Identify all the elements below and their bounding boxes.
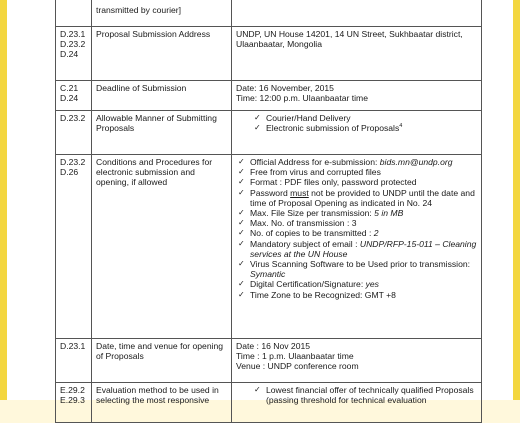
check-icon: ✓: [238, 208, 245, 218]
item-text: Max. No. of transmission : 3: [250, 218, 357, 229]
code-line: D.26: [60, 167, 79, 178]
checklist-text: Electronic submission of Proposals: [266, 123, 400, 134]
code-line: D.23.2: [60, 113, 86, 123]
table-row: [56, 81, 482, 111]
content-line: Time : 1 p.m. Ulaanbaatar time: [236, 351, 354, 362]
check-icon: ✓: [238, 238, 245, 248]
row-label: Proposal Submission Address: [92, 27, 232, 81]
check-icon: ✓: [238, 167, 245, 177]
code-line: E.29.2: [60, 385, 85, 395]
check-icon: ✓: [238, 228, 245, 238]
checklist-item: [236, 167, 477, 177]
check-icon: ✓: [254, 385, 261, 394]
item-text: Digital Certification/Signature:: [250, 279, 366, 290]
check-icon: ✓: [238, 259, 245, 269]
checklist-item: [252, 113, 477, 123]
checklist-item: [252, 123, 477, 133]
checklist-item: [236, 218, 477, 228]
code-line: E.29.3: [60, 395, 85, 406]
table-row: [56, 111, 482, 155]
checklist-text: Lowest financial offer of technically qualified Proposals (passing threshold for technical evaluation: [266, 385, 474, 406]
row-code: [56, 339, 92, 383]
data-sheet-table: [55, 0, 482, 423]
checklist-item: [236, 188, 477, 208]
row-content: [232, 383, 482, 423]
row-content: [232, 155, 482, 339]
document-body: [55, 0, 481, 423]
item-text: No. of copies to be transmitted :: [250, 228, 374, 239]
row-code: [56, 0, 92, 27]
row-label: Evaluation method to be used in selecting the most responsive: [92, 383, 232, 423]
checklist-text: Courier/Hand Delivery: [266, 113, 351, 123]
checklist-item: [236, 208, 477, 218]
table-row: [56, 155, 482, 339]
item-text: Max. File Size per transmission:: [250, 208, 375, 219]
row-label: Date, time and venue for opening of Proposals: [92, 339, 232, 383]
item-text: Virus Scanning Software to be Used prior to transmission:: [250, 259, 471, 270]
row-label: Deadline of Submission: [92, 81, 232, 111]
check-icon: ✓: [238, 218, 245, 228]
row-content: [232, 81, 482, 111]
item-emphasis: 2: [373, 228, 379, 239]
content-line: Time: 12:00 p.m. Ulaanbaatar time: [236, 93, 368, 104]
footnote-marker: 4: [399, 123, 403, 130]
code-line: D.24: [60, 49, 79, 60]
item-emphasis: yes: [365, 279, 379, 290]
item-text: Time Zone to be Recognized: GMT +8: [250, 289, 396, 300]
item-text: Format : PDF files only, password protected: [250, 177, 417, 188]
item-text: Official Address for e-submission:: [250, 157, 380, 167]
row-code: [56, 27, 92, 81]
row-label: transmitted by courier]: [92, 0, 232, 27]
checklist-item: [236, 228, 477, 238]
code-line: D.23.2: [60, 39, 86, 50]
checklist-item: [236, 279, 477, 289]
row-code: [56, 81, 92, 111]
content-line: Date : 16 Nov 2015: [236, 341, 311, 351]
checklist-item: [236, 290, 477, 300]
item-text: Password: [250, 187, 291, 198]
row-code: [56, 383, 92, 423]
item-text: Mandatory subject of email :: [250, 238, 360, 249]
row-content: [232, 339, 482, 383]
checklist-item: [252, 385, 477, 405]
check-icon: ✓: [238, 187, 245, 197]
checklist: [236, 157, 477, 300]
table-row: [56, 27, 482, 81]
checklist-item: [236, 157, 477, 167]
row-content: [232, 27, 482, 81]
row-code: [56, 111, 92, 155]
code-line: D.23.2: [60, 157, 86, 167]
check-icon: ✓: [254, 113, 261, 122]
table-row: [56, 339, 482, 383]
item-emphasis: UNDP/RFP-15-011 – Cleaning services at the UN House: [250, 238, 477, 259]
code-line: D.23.1: [60, 29, 86, 39]
checklist-item: [236, 259, 477, 279]
check-icon: ✓: [238, 279, 245, 289]
table-row: [56, 0, 482, 27]
code-line: C.21: [60, 83, 79, 93]
item-text: not be provided to UNDP until the date and time of Proposal Opening as indicated in No. 24: [250, 187, 475, 208]
row-content: [232, 111, 482, 155]
row-code: [56, 155, 92, 339]
content-line: UNDP, UN House 14201, 14 UN Street, Sukhbaatar district, Ulaanbaatar, Mongolia: [236, 29, 463, 50]
checklist-item: [236, 177, 477, 187]
content-line: Date: 16 November, 2015: [236, 83, 334, 93]
item-emphasis: bids.mn@undp.org: [379, 157, 453, 167]
checklist: [236, 113, 477, 133]
item-emphasis: Symantic: [250, 269, 286, 280]
content-line: Venue : UNDP conference room: [236, 361, 359, 372]
check-icon: ✓: [238, 177, 245, 187]
table-row: [56, 383, 482, 423]
checklist-item: [236, 239, 477, 259]
item-emphasis: 5 in MB: [374, 208, 404, 219]
code-line: D.23.1: [60, 341, 86, 351]
checklist: [236, 385, 477, 405]
item-text: Free from virus and corrupted files: [250, 167, 381, 178]
row-label: Conditions and Procedures for electronic submission and opening, if allowed: [92, 155, 232, 339]
check-icon: ✓: [254, 123, 261, 133]
item-underline: must: [290, 187, 309, 198]
row-content: [232, 0, 482, 27]
check-icon: ✓: [238, 289, 245, 299]
code-line: D.24: [60, 93, 79, 104]
row-label: Allowable Manner of Submitting Proposals: [92, 111, 232, 155]
check-icon: ✓: [238, 157, 245, 166]
